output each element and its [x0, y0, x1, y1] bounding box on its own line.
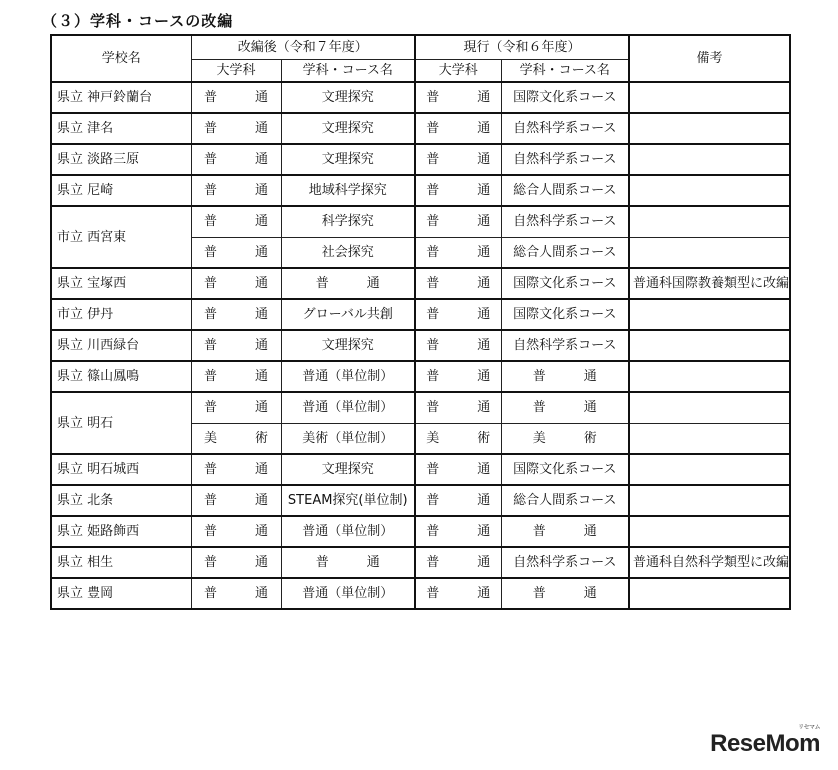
after-course: グローバル共創 [281, 299, 415, 330]
after-course: 地域科学探究 [281, 175, 415, 206]
table-row [51, 175, 790, 206]
after-dept: 普 通 [191, 144, 281, 175]
after-dept: 普 通 [191, 206, 281, 237]
header-notes: 備考 [629, 35, 790, 82]
table-row [51, 578, 790, 609]
course-reform-table [50, 34, 791, 610]
school-name: 市立 西宮東 [51, 206, 191, 268]
current-dept: 普 通 [415, 268, 501, 299]
school-name: 県立 尼崎 [51, 175, 191, 206]
after-course: 普通（単位制） [281, 578, 415, 609]
after-dept: 普 通 [191, 299, 281, 330]
after-course: 社会探究 [281, 237, 415, 268]
current-course: 普 通 [501, 361, 629, 392]
current-course: 自然科学系コース [501, 206, 629, 237]
current-dept: 普 通 [415, 113, 501, 144]
note [629, 237, 790, 268]
table-row [51, 547, 790, 578]
school-name: 県立 淡路三原 [51, 144, 191, 175]
current-dept: 普 通 [415, 485, 501, 516]
after-course: 科学探究 [281, 206, 415, 237]
current-dept: 普 通 [415, 330, 501, 361]
current-dept: 普 通 [415, 578, 501, 609]
header-after-dept: 大学科 [191, 59, 281, 82]
current-dept: 普 通 [415, 237, 501, 268]
school-name: 県立 姫路飾西 [51, 516, 191, 547]
note [629, 206, 790, 237]
header-current-course: 学科・コース名 [501, 59, 629, 82]
note [629, 361, 790, 392]
after-dept: 普 通 [191, 516, 281, 547]
school-name: 市立 伊丹 [51, 299, 191, 330]
table-row [51, 392, 790, 423]
current-course: 自然科学系コース [501, 113, 629, 144]
after-course: 文理探究 [281, 82, 415, 113]
after-dept: 美 術 [191, 423, 281, 454]
current-dept: 普 通 [415, 206, 501, 237]
school-name: 県立 篠山鳳鳴 [51, 361, 191, 392]
resemom-logo: ReseMom リセマム [710, 725, 820, 757]
school-name: 県立 明石城西 [51, 454, 191, 485]
after-course: 普通（単位制） [281, 361, 415, 392]
current-dept: 普 通 [415, 82, 501, 113]
header-current-dept: 大学科 [415, 59, 501, 82]
after-course: 文理探究 [281, 454, 415, 485]
header-after: 改編後（令和７年度） [191, 35, 415, 59]
school-name: 県立 津名 [51, 113, 191, 144]
current-course: 国際文化系コース [501, 454, 629, 485]
note [629, 330, 790, 361]
after-course: STEAM探究(単位制) [281, 485, 415, 516]
table-row [51, 299, 790, 330]
current-course: 普 通 [501, 516, 629, 547]
current-course: 自然科学系コース [501, 330, 629, 361]
note: 普通科国際教養類型に改編 [629, 268, 790, 299]
current-dept: 普 通 [415, 361, 501, 392]
after-dept: 普 通 [191, 268, 281, 299]
after-course: 普 通 [281, 268, 415, 299]
current-course: 自然科学系コース [501, 547, 629, 578]
header-school: 学校名 [51, 35, 191, 82]
current-dept: 普 通 [415, 175, 501, 206]
note [629, 516, 790, 547]
table-row [51, 113, 790, 144]
note [629, 454, 790, 485]
after-course: 文理探究 [281, 113, 415, 144]
current-dept: 普 通 [415, 547, 501, 578]
section-title: （３）学科・コースの改編 [42, 12, 234, 30]
current-dept: 普 通 [415, 516, 501, 547]
current-dept: 普 通 [415, 454, 501, 485]
after-dept: 普 通 [191, 578, 281, 609]
table-row [51, 485, 790, 516]
current-course: 美 術 [501, 423, 629, 454]
table-row [51, 330, 790, 361]
current-course: 国際文化系コース [501, 299, 629, 330]
after-course: 普通（単位制） [281, 392, 415, 423]
current-dept: 普 通 [415, 299, 501, 330]
after-dept: 普 通 [191, 547, 281, 578]
note [629, 423, 790, 454]
current-course: 普 通 [501, 578, 629, 609]
school-name: 県立 宝塚西 [51, 268, 191, 299]
school-name: 県立 相生 [51, 547, 191, 578]
after-dept: 普 通 [191, 330, 281, 361]
school-name: 県立 北条 [51, 485, 191, 516]
header-after-course: 学科・コース名 [281, 59, 415, 82]
table-row [51, 516, 790, 547]
current-dept: 美 術 [415, 423, 501, 454]
after-dept: 普 通 [191, 113, 281, 144]
table-row [51, 82, 790, 113]
after-dept: 普 通 [191, 361, 281, 392]
table-row [51, 268, 790, 299]
current-dept: 普 通 [415, 392, 501, 423]
note: 普通科自然科学類型に改編 [629, 547, 790, 578]
after-dept: 普 通 [191, 392, 281, 423]
note [629, 144, 790, 175]
after-course: 普 通 [281, 547, 415, 578]
after-course: 普通（単位制） [281, 516, 415, 547]
after-dept: 普 通 [191, 485, 281, 516]
current-course: 自然科学系コース [501, 144, 629, 175]
after-dept: 普 通 [191, 237, 281, 268]
after-dept: 普 通 [191, 175, 281, 206]
school-name: 県立 豊岡 [51, 578, 191, 609]
current-course: 国際文化系コース [501, 268, 629, 299]
after-course: 文理探究 [281, 144, 415, 175]
note [629, 82, 790, 113]
note [629, 113, 790, 144]
current-course: 総合人間系コース [501, 175, 629, 206]
header-current: 現行（令和６年度） [415, 35, 629, 59]
current-course: 国際文化系コース [501, 82, 629, 113]
table-row [51, 454, 790, 485]
table-row [51, 361, 790, 392]
note [629, 485, 790, 516]
current-course: 総合人間系コース [501, 237, 629, 268]
after-course: 文理探究 [281, 330, 415, 361]
note [629, 299, 790, 330]
table-body [51, 82, 790, 609]
current-course: 総合人間系コース [501, 485, 629, 516]
school-name: 県立 川西緑台 [51, 330, 191, 361]
after-dept: 普 通 [191, 454, 281, 485]
school-name: 県立 神戸鈴蘭台 [51, 82, 191, 113]
table-row [51, 206, 790, 237]
note [629, 578, 790, 609]
school-name: 県立 明石 [51, 392, 191, 454]
current-course: 普 通 [501, 392, 629, 423]
note [629, 392, 790, 423]
after-dept: 普 通 [191, 82, 281, 113]
current-dept: 普 通 [415, 144, 501, 175]
after-course: 美術（単位制） [281, 423, 415, 454]
table-row [51, 144, 790, 175]
note [629, 175, 790, 206]
